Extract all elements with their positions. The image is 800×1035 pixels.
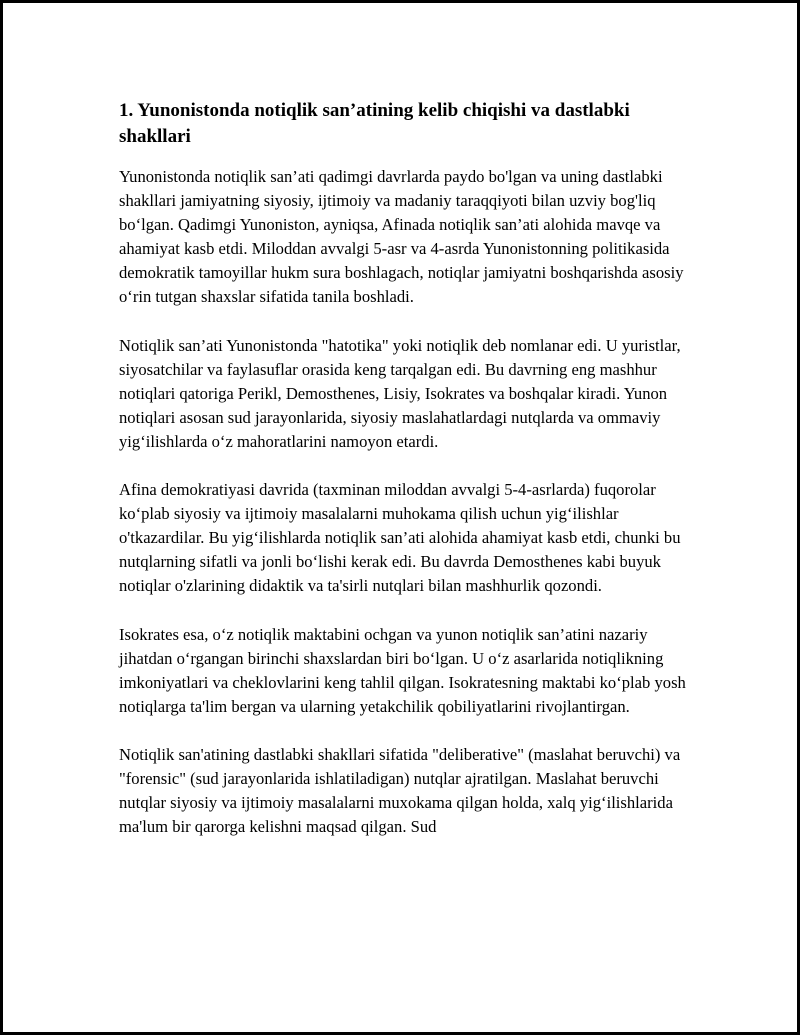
paragraph-4: Isokrates esa, o‘z notiqlik maktabini ochgan va yunon notiqlik san’atini nazariy jihatdan o‘rgangan birinchi shaxslardan biri bo‘lgan. U o‘z asarlarida notiqlikning imkoniyatlari va cheklovlarini keng tahlil qilgan. Isokratesning maktabi ko‘plab yosh notiqlarga ta'lim bergan va ularning yetakchilik qobiliyatlarini rivojlantirgan.	[119, 624, 686, 716]
page-content	[119, 98, 691, 839]
paragraph-1: Yunonistonda notiqlik san’ati qadimgi davrlarda paydo bo'lgan va uning dastlabki shakllari jamiyatning siyosiy, ijtimoiy va madaniy taraqqiyoti bilan uzviy bog'liq bo‘lgan. Qadimgi Yunoniston, ayniqsa, Afinada notiqlik san’ati alohida mavqe va ahamiyat kasb etdi. Miloddan avvalgi 5-asr va 4-asrda Yunonistonning politikasida demokratik tamoyillar hukm sura boshlagach, notiqlar jamiyatni boshqarishda asosiy o‘rin tutgan shaxslar sifatida tanila boshladi.	[119, 167, 684, 307]
paragraph-2: Notiqlik san’ati Yunonistonda "hatotika" yoki notiqlik deb nomlanar edi. U yuristlar, siyosatchilar va faylasuflar orasida keng tarqalgan edi. Bu davrning eng mashhur notiqlari qatoriga Perikl, Demosthenes, Lisiy, Isokrates va boshqalar kiradi. Yunon notiqlari asosan sud jarayonlarida, siyosiy maslahatlardagi nutqlarda va ommaviy yig‘ilishlarda o‘z mahoratlarini namoyon etardi.	[119, 335, 681, 451]
paragraph-3: Afina demokratiyasi davrida (taxminan miloddan avvalgi 5-4-asrlarda) fuqorolar ko‘plab siyosiy va ijtimoiy masalalarni muhokama qilish uchun yig‘ilishlar o'tkazardilar. Bu yig‘ilishlarda notiqlik san’ati alohida ahamiyat kasb etdi, chunki bu nutqlarning sifatli va jonli bo‘lishi kerak edi. Bu davrda Demosthenes kabi buyuk notiqlar o'zlarining didaktik va ta'sirli nutqlari bilan mashhurlik qozondi.	[119, 480, 681, 596]
paragraph-5: Notiqlik san'atining dastlabki shakllari sifatida "deliberative" (maslahat beruvchi) va "forensic" (sud jarayonlarida ishlatiladigan) nutqlar ajratilgan. Maslahat beruvchi nutqlar siyosiy va ijtimoiy masalalarni muxokama qilgan holda, xalq yig‘ilishlarida ma'lum bir qarorga kelishni maqsad qilgan. Sud	[119, 744, 681, 837]
section-heading: 1. Yunonistonda notiqlik san’atining kelib chiqishi va dastlabki shakllari	[119, 100, 630, 147]
